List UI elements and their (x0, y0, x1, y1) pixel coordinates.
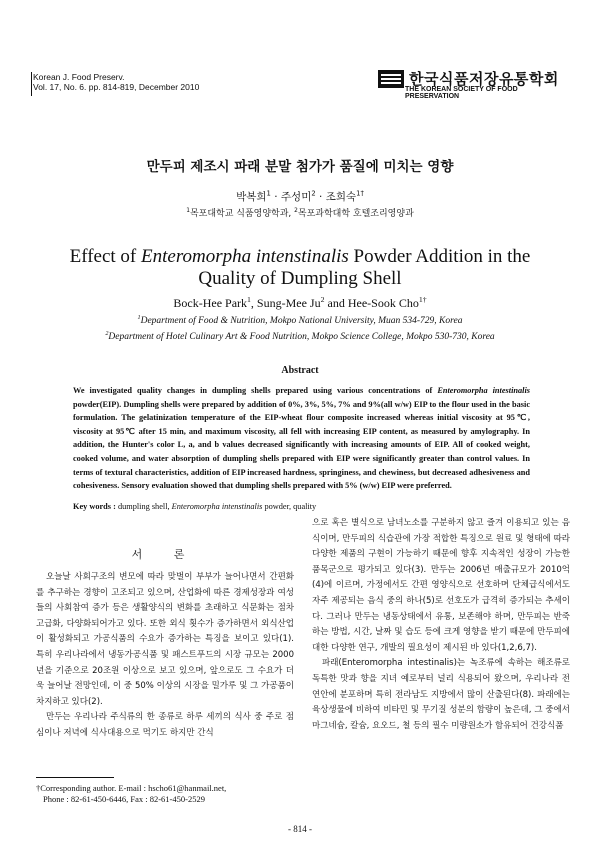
abstract-heading: Abstract (281, 365, 319, 376)
society-logo (378, 68, 570, 100)
journal-line-1: Korean J. Food Preserv. (33, 72, 125, 82)
author-en-2: Sung-Mee Ju (256, 296, 321, 310)
journal-rule (31, 72, 32, 96)
affiliations-korean: $^1$목포대학교 식품영양학과, $^2$목포과학대학 호텔조리영양과 (186, 208, 414, 219)
paragraph: 파래(Enteromorpha intestinalis)는 녹조류에 속하는 해조류로 독특한 맛과 향을 지녀 예로부터 널리 식용되어 왔으며, 우리나라 전 연안에 분포하며 특히 전라남도 지방에서 많이 산출된다(8). 파래에는 육상생물에 비하여 비타민 및 무기질 성분의 함량이 높은데, 그 중에서 마그네슘, 칼슘, 요오드, 철 등의 필수 미량원소가 함유되어 건강식품 (312, 658, 570, 731)
author-ko-1: 박복희 (236, 191, 267, 203)
journal-citation (33, 72, 199, 92)
society-emblem-icon (378, 70, 404, 88)
body-column-right (312, 516, 570, 734)
abstract-body: We investigated quality changes in dumpling shells prepared using various concentrations of Enteromorpha intestinalis powder(EIP). Dumpling shells were prepared by addition of 0%, 3%, 5%, 7% and 9%(all w/w) EIP to the flour used in the basic formulation. The gelatinization temperature of the EIP-wheat flour composite increased whereas initial viscosity at 95℃, viscosity at 95℃ after 15 min, and maximum viscosity, all fell with increasing EIP content, as measured by amylography. In addition, the Hunter's color L, a, and b values decreased significantly with increasing amounts of EIP. All of cooked weight, cooked volume, and water absorption of dumpling shells prepared with EIP were significantly greater than control values. In terms of textural characteristics, addition of EIP increased hardness, springiness, and chewiness, but decreased adhesiveness and cohesiveness. Sensory evaluation showed that dumpling shells prepared with 5% (w/w) EIP were preferred. (73, 386, 530, 491)
title-english: Effect of Enteromorpha intenstinalis Powder Addition in the Quality of Dumpling Shell (69, 246, 531, 289)
keywords-label: Key words : (73, 502, 116, 511)
society-name-ko: 한국식품저장유통학회 (409, 70, 559, 88)
footnote-line-2: Phone : 82-61-450-6446, Fax : 82-61-450-2529 (43, 794, 205, 804)
paragraph: 오늘날 사회구조의 변모에 따라 맞벌이 부부가 늘어나면서 간편화를 추구하는 경향이 고조되고 있으며, 산업화에 따른 경제성장과 여성들의 사회참여 증가 등은 생활양식의 변화를 초래하고 식문화는 점차 고급화, 다양화되어가고 있다. 또한 외식 횟수가 증가하면서 외식산업이 활성화되고 가공식품의 수요가 증가하는 특징을 보이고 있다(1). 특히 우리나라에서 냉동가공식품 및 패스트푸드의 시장 규모는 2000년을 기준으로 20조원 이상으로 보고 있으며, 앞으로도 그 수요가 더욱 늘어날 전망인데, 이 중 50% 이상의 시장을 밀가루 및 그 가공품이 차지하고 있다(2). (36, 572, 294, 707)
authors-english: Bock-Hee Park$^1$, Sung-Mee Ju$^2$ and Hee-Sook Cho$^{1\dagger}$ (173, 295, 427, 310)
society-name-en: THE KOREAN SOCIETY OF FOOD PRESERVATION (405, 86, 518, 100)
page-number: - 814 - (288, 824, 312, 834)
author-en-1: Bock-Hee Park (173, 296, 248, 310)
paragraph: 으로 혹은 별식으로 남녀노소를 구분하지 않고 즐겨 이용되고 있는 음식이며, 만두피의 식습관에 가장 적합한 특징으로 원료 및 형태에 따라 다양한 제품의 구현이 가능하기 때문에 향후 지속적인 성장이 가능한 품목군으로 평가되고 있다(3). 만두는 2006년 매출규모가 2010억(4)에 이르며, 가정에서도 간편 영양식으로 선호하며 단체급식에서도 자주 제공되는 음식 중의 하나(5)로 선호도가 급격히 증가되는 추세이다. 그러나 만두는 냉동상태에서 유통, 보존해야 하며, 만두피는 반죽하는 방법, 시간, 날짜 및 습도 등에 크게 영향을 받기 때문에 만두피에 대한 다양한 연구, 개발의 필요성이 제시된 바 있다(1,2,6,7). (312, 518, 570, 653)
section-heading-introduction: 서 론 (131, 548, 199, 561)
journal-line-2: Vol. 17, No. 6. pp. 814-819, December 2010 (33, 82, 200, 92)
footnote-rule (36, 777, 114, 778)
author-en-3: Hee-Sook Cho (347, 296, 419, 310)
keywords: Key words : dumpling shell, Enteromorpha intenstinalis powder, quality (73, 502, 317, 511)
authors-korean: 박복희$^1$ · 주성미$^2$ · 조희숙$^{1\dagger}$ (236, 189, 364, 203)
author-ko-3: 조희숙 (325, 191, 357, 203)
corresponding-author-footnote (36, 783, 226, 805)
title-korean: 만두피 제조시 파래 분말 첨가가 품질에 미치는 영향 (146, 159, 454, 175)
author-ko-2: 주성미 (280, 191, 312, 203)
footnote-line-1: †Corresponding author. E-mail : hscho61@hanmail.net, (36, 783, 227, 793)
paragraph: 만두는 우리나라 주식류의 한 종류로 하루 세끼의 식사 중 주로 점심이나 저녁에 식사대용으로 먹기도 하지만 간식 (36, 712, 294, 738)
affiliations-english: $^1$Department of Food & Nutrition, Mokpo National University, Muan 534-729, Korea $^2$Department of Hotel Culinary Art & Food Nutrition, Mokpo Science College, Mokpo 530-730, Korea (105, 315, 495, 343)
body-column-left (36, 546, 294, 742)
